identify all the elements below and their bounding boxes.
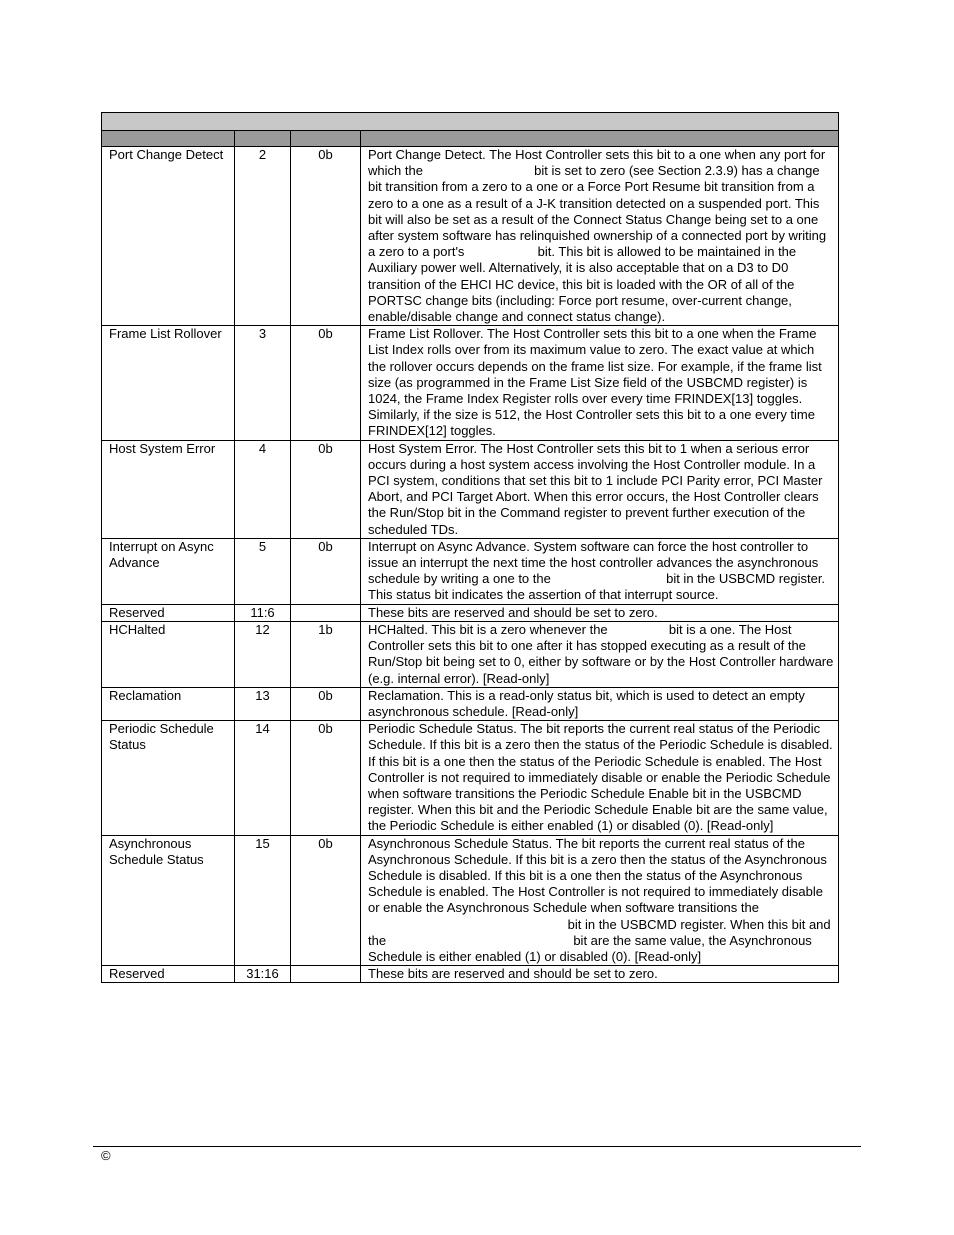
default-cell: 0b xyxy=(291,147,361,326)
bit-cell: 3 xyxy=(235,326,291,440)
field-name-cell: Periodic Schedule Status xyxy=(102,721,235,835)
header-cell-description xyxy=(361,131,839,147)
default-cell xyxy=(291,966,361,983)
bit-cell: 12 xyxy=(235,621,291,687)
description-cell xyxy=(361,326,839,440)
description-text: Port Change Detect. The Host Controller sets this bit to a one when any port for which the xyxy=(368,147,826,179)
default-cell: 0b xyxy=(291,326,361,440)
description-text: HCHalted. This bit is a zero whenever the xyxy=(368,621,608,637)
table-header-row xyxy=(102,131,839,147)
description-cell xyxy=(361,538,839,604)
description-text: Interrupt on Async Advance. System software can force the host controller to issue an interrupt the next time the host controller advances the asynchronous schedule by writing a one to the xyxy=(368,538,819,587)
default-cell: 0b xyxy=(291,721,361,835)
description-cell xyxy=(361,966,839,983)
bit-cell: 31:16 xyxy=(235,966,291,983)
description-text: Frame List Rollover. The Host Controller sets this bit to a one when the Frame List Index rolls over from its maximum value to zero. The exact value at which the rollover occurs depends on the frame list size. For example, if the frame list size (as programmed in the Frame List Size field of the USBCMD register) is 1024, the Frame Index Register rolls over every time FRINDEX[13] toggles. Similarly, if the size is 512, the Host Controller sets this bit to a one every time FRINDEX[12] toggles. xyxy=(368,326,822,439)
default-cell: 0b xyxy=(291,835,361,966)
header-cell-field xyxy=(102,131,235,147)
bit-cell: 2 xyxy=(235,147,291,326)
default-cell xyxy=(291,604,361,621)
table-row xyxy=(102,604,839,621)
table-row xyxy=(102,538,839,604)
default-cell: 1b xyxy=(291,621,361,687)
description-text: These bits are reserved and should be set to zero. xyxy=(368,966,658,982)
description-text: Host System Error. The Host Controller sets this bit to 1 when a serious error occurs during a host system access involving the Host Controller module. In a PCI system, conditions that set this bit to 1 include PCI Parity error, PCI Master Abort, and PCI Target Abort. When this error occurs, the Host Controller clears the Run/Stop bit in the Command register to prevent further execution of the scheduled TDs. xyxy=(368,440,823,537)
table-row xyxy=(102,835,839,966)
description-text: bit is a one. The Host Controller sets this bit to one after it has stopped executing as a result of the Run/Stop bit being set to 0, either by software or by the Host Controller hardware (e.g. internal error). [Read-only] xyxy=(368,621,834,686)
description-cell xyxy=(361,835,839,966)
default-cell: 0b xyxy=(291,440,361,538)
table-row xyxy=(102,687,839,720)
field-name-cell: Port Change Detect xyxy=(102,147,235,326)
description-cell xyxy=(361,721,839,835)
table-row xyxy=(102,621,839,687)
table-title-cell xyxy=(102,113,839,131)
description-text: These bits are reserved and should be set to zero. xyxy=(368,604,658,620)
description-cell xyxy=(361,147,839,326)
field-name-cell: Reserved xyxy=(102,604,235,621)
register-bit-table xyxy=(101,112,839,983)
description-cell xyxy=(361,440,839,538)
bit-cell: 11:6 xyxy=(235,604,291,621)
description-cell xyxy=(361,687,839,720)
bit-cell: 15 xyxy=(235,835,291,966)
field-name-cell: Interrupt on Async Advance xyxy=(102,538,235,604)
field-name-cell: Reserved xyxy=(102,966,235,983)
table-title-row xyxy=(102,113,839,131)
table-row xyxy=(102,440,839,538)
footer-divider xyxy=(93,1146,861,1147)
bit-cell: 14 xyxy=(235,721,291,835)
description-cell xyxy=(361,621,839,687)
field-name-cell: Frame List Rollover xyxy=(102,326,235,440)
default-cell: 0b xyxy=(291,687,361,720)
copyright-symbol: © xyxy=(101,1148,111,1163)
header-cell-default xyxy=(291,131,361,147)
bit-cell: 5 xyxy=(235,538,291,604)
description-text: bit is set to zero (see Section 2.3.9) has a change bit transition from a zero to a one or a Force Port Resume bit transition from a zero to a one as a result of a J-K transition detected on a suspended port. This bit will also be set as a result of the Connect Status Change being set to a one after system software has relinquished ownership of a connected port by writing a zero to a port's xyxy=(368,163,827,260)
table-row xyxy=(102,721,839,835)
table-row xyxy=(102,966,839,983)
table-row xyxy=(102,147,839,326)
default-cell: 0b xyxy=(291,538,361,604)
bit-cell: 13 xyxy=(235,687,291,720)
bit-cell: 4 xyxy=(235,440,291,538)
description-text: Periodic Schedule Status. The bit reports the current real status of the Periodic Schedule. If this bit is a zero then the status of the Periodic Schedule is disabled. If this bit is a one then the status of the Periodic Schedule is enabled. The Host Controller is not required to immediately disable or enable the Periodic Schedule when software transitions the Periodic Schedule Enable bit in the USBCMD register. When this bit and the Periodic Schedule Enable bit are the same value, the Periodic Schedule is either enabled (1) or disabled (0). [Read-only] xyxy=(368,721,833,834)
field-name-cell: HCHalted xyxy=(102,621,235,687)
header-cell-bits xyxy=(235,131,291,147)
description-text: Reclamation. This is a read-only status bit, which is used to detect an empty asynchronous schedule. [Read-only] xyxy=(368,687,805,719)
field-name-cell: Asynchronous Schedule Status xyxy=(102,835,235,966)
description-text: bit. This bit is allowed to be maintained in the Auxiliary power well. Alternatively, it is also acceptable that on a D3 to D0 transition of the EHCI HC device, this bit is loaded with the OR of all of the PORTSC change bits (including: Force port resume, over-current change, enable/disable change and connect status change). xyxy=(368,244,797,325)
description-text: bit are the same value, the Asynchronous Schedule is either enabled (1) or disabled (0). [Read-only] xyxy=(368,932,812,964)
field-name-cell: Reclamation xyxy=(102,687,235,720)
description-text: bit in the USBCMD register. When this bit and the xyxy=(368,916,831,948)
description-cell xyxy=(361,604,839,621)
description-text: bit in the USBCMD register. This status bit indicates the assertion of that interrupt source. xyxy=(368,571,826,603)
field-name-cell: Host System Error xyxy=(102,440,235,538)
description-text: Asynchronous Schedule Status. The bit reports the current real status of the Asynchronous Schedule. If this bit is a zero then the status of the Asynchronous Schedule is disabled. If this bit is a one then the status of the Asynchronous Schedule is enabled. The Host Controller is not required to immediately disable or enable the Asynchronous Schedule when software transitions the xyxy=(368,835,827,916)
table-row xyxy=(102,326,839,440)
